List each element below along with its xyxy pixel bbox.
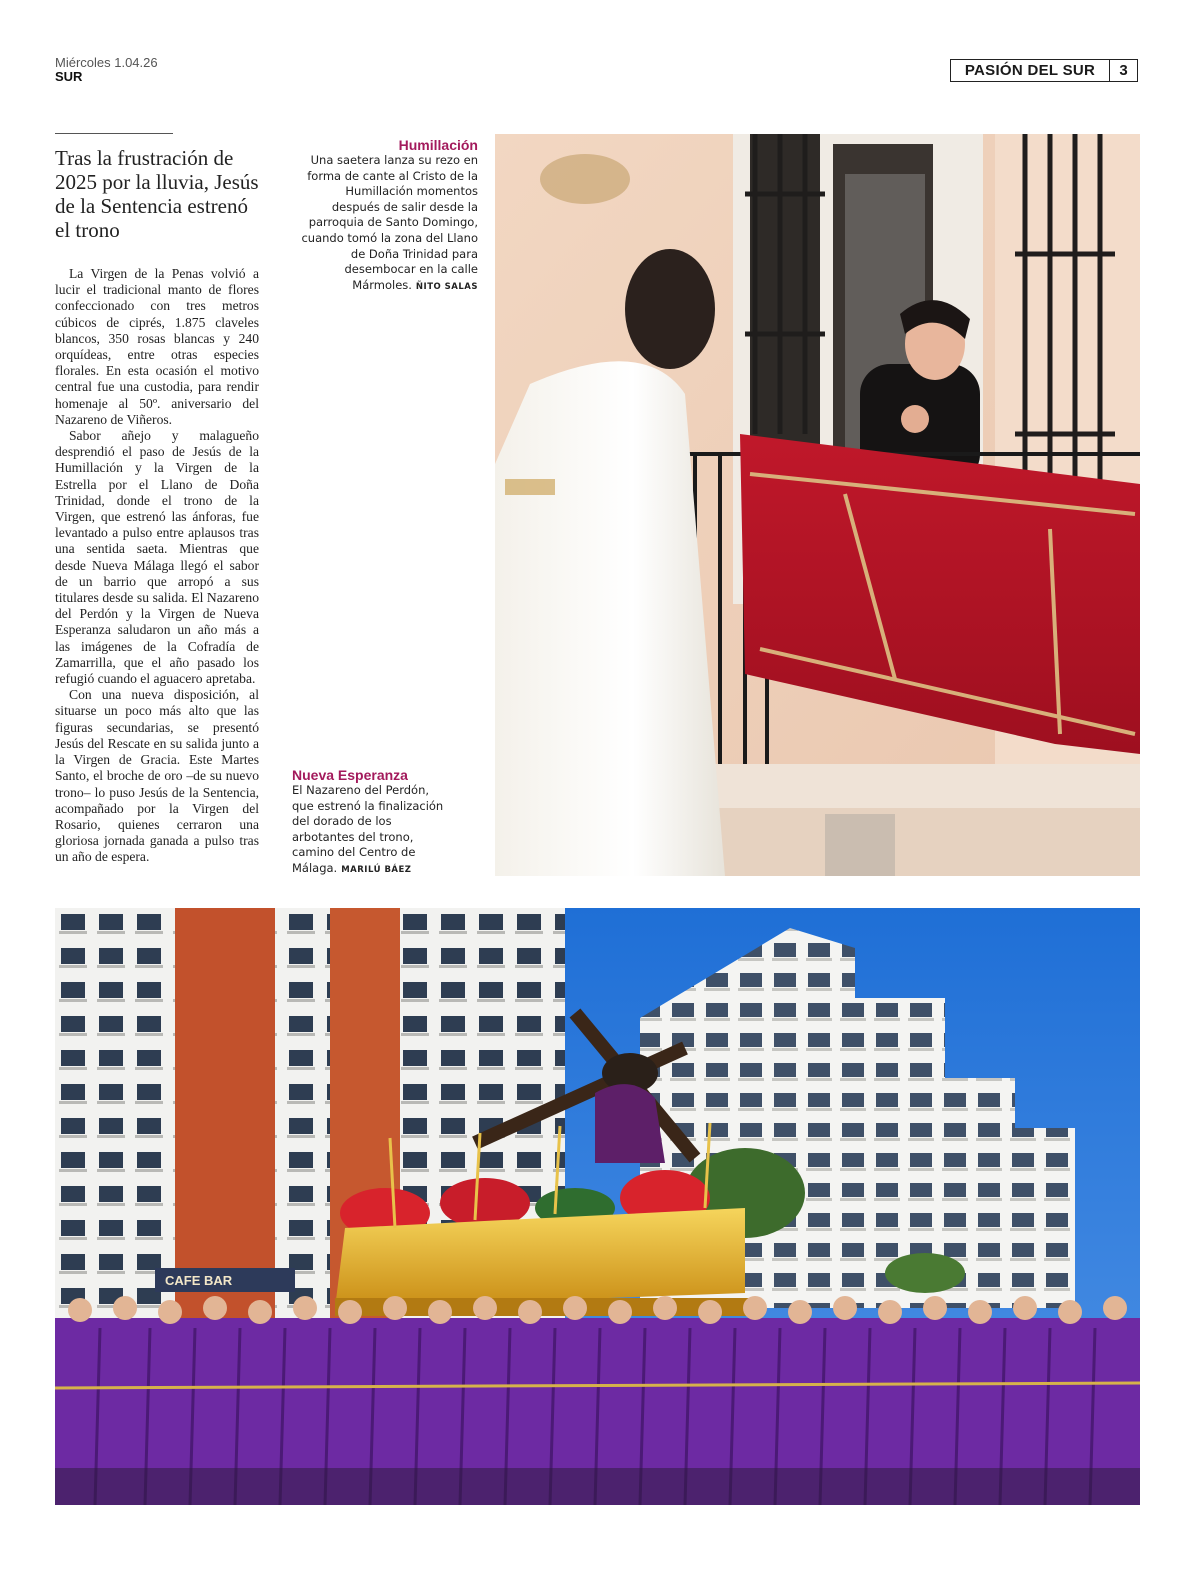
caption-title: Humillación bbox=[398, 137, 478, 153]
shop-sign-text: CAFE BAR bbox=[165, 1273, 233, 1288]
page-number: 3 bbox=[1119, 62, 1128, 79]
photo-credit: ÑITO SALAS bbox=[415, 281, 478, 292]
article-headline: Tras la frustración de 2025 por la lluvia, Jesús de la Sentencia estrenó el trono bbox=[55, 146, 259, 242]
caption-nueva-esperanza bbox=[292, 767, 452, 879]
article-paragraph: La Virgen de la Penas volvió a lucir el tradicional manto de flores confeccionado con tres metros cúbicos de ciprés, 1.875 claveles blancos, 350 rosas blancas y 240 orquídeas, entre otras especies florales. En esta ocasión el motivo central fue una custodia, para rendir homenaje al 50º. aniversario del Nazareno de Viñeros. bbox=[55, 266, 259, 427]
caption-humillacion bbox=[300, 137, 478, 295]
article-body bbox=[55, 266, 259, 866]
photo-nazareno-perdon-procession bbox=[55, 908, 1140, 1505]
photo-saetera-balcony bbox=[495, 134, 1140, 876]
section-header bbox=[950, 59, 1138, 82]
article-paragraph: Sabor añejo y malagueño desprendió el paso de Jesús de la Humillación y la Virgen de la Estrella por el Llano de Doña Trinidad, donde el trono de la Virgen, que estrenó las ánforas, fue levantado a pulso entre aplausos tras una sentida saeta. Mientras que desde Nueva Málaga llegó el sabor de un barrio que arropó a sus titulares desde su salida. El Nazareno del Perdón y la Virgen de Nueva Esperanza saludaron un año más a las imágenes de la Cofradía de Zamarrilla, que el año pasado los refugió cuando el aguacero apretaba. bbox=[55, 428, 259, 687]
publication-name: SUR bbox=[55, 69, 83, 84]
caption-text: Una saetera lanza su rezo en forma de cante al Cristo de la Humillación momentos después de salir desde la parroquia de Santo Domingo, cuando tomó la zona del Llano de Doña Trinidad para desembocar en la calle Mármoles. bbox=[301, 153, 478, 292]
photo-credit: MARILÚ BÁEZ bbox=[341, 864, 412, 875]
issue-date: Miércoles 1.04.26 bbox=[55, 55, 158, 70]
caption-title: Nueva Esperanza bbox=[292, 767, 408, 783]
caption-text: El Nazareno del Perdón, que estrenó la finalización del dorado de los arbotantes del trono, camino del Centro de Málaga. bbox=[292, 783, 444, 875]
headline-rule bbox=[55, 133, 173, 134]
article-paragraph: Con una nueva disposición, al situarse un poco más alto que las figuras secundarias, se presentó Jesús del Rescate en su salida junto a la Virgen de Gracia. Este Martes Santo, el broche de oro –de su nuevo trono– lo puso Jesús de la Sentencia, acompañado por la Virgen del Rosario, quienes cerraron una gloriosa jornada ganada a pulso tras un año de espera. bbox=[55, 687, 259, 865]
section-name: PASIÓN DEL SUR bbox=[951, 60, 1110, 81]
